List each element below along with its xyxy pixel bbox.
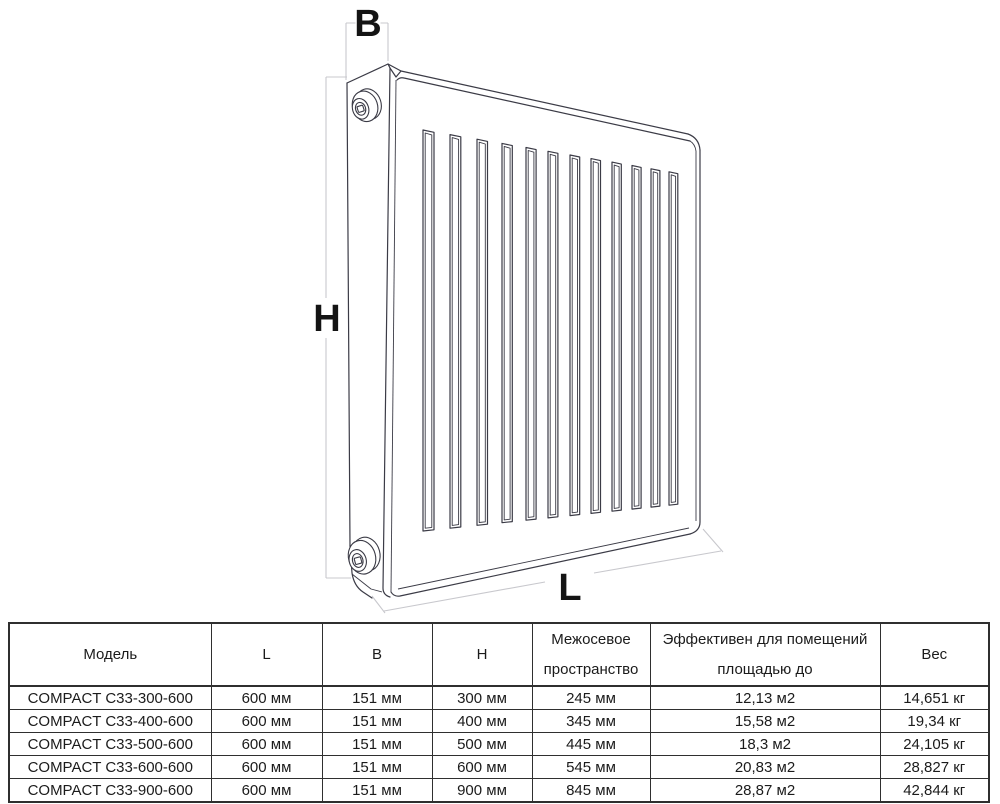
cell: 151 мм (322, 756, 432, 779)
cell: 151 мм (322, 779, 432, 803)
cell: 12,13 м2 (650, 686, 880, 710)
dimension-l (372, 529, 723, 613)
cell: 15,58 м2 (650, 710, 880, 733)
cell: 400 мм (432, 710, 532, 733)
header-cell-2: B (322, 623, 432, 686)
cell: COMPACT C33-900-600 (9, 779, 211, 803)
cell: COMPACT C33-600-600 (9, 756, 211, 779)
header-cell-3: H (432, 623, 532, 686)
cell: 345 мм (532, 710, 650, 733)
cell: 28,87 м2 (650, 779, 880, 803)
cell: 151 мм (322, 733, 432, 756)
table-row (9, 710, 989, 733)
cell: 845 мм (532, 779, 650, 803)
cell: COMPACT C33-500-600 (9, 733, 211, 756)
cell: 300 мм (432, 686, 532, 710)
radiator-slots (423, 130, 678, 531)
header-cell-6: Вес (880, 623, 989, 686)
cell: 42,844 кг (880, 779, 989, 803)
spec-table (8, 622, 990, 803)
table-row (9, 733, 989, 756)
cell: 600 мм (211, 686, 322, 710)
header-cell-0: Модель (9, 623, 211, 686)
cell: 900 мм (432, 779, 532, 803)
cell: 600 мм (211, 710, 322, 733)
dimension-label-b: B (354, 3, 382, 45)
dimension-h (313, 77, 351, 578)
cell: 245 мм (532, 686, 650, 710)
header-cell-5: Эффективен для помещений площадью до (650, 623, 880, 686)
cell: 600 мм (211, 756, 322, 779)
cell: 545 мм (532, 756, 650, 779)
header-cell-1: L (211, 623, 322, 686)
cell: 151 мм (322, 686, 432, 710)
cell: 600 мм (211, 779, 322, 803)
cell: 445 мм (532, 733, 650, 756)
table-row (9, 756, 989, 779)
cell: 600 мм (211, 733, 322, 756)
dimension-label-h: H (313, 298, 341, 340)
cell: 24,105 кг (880, 733, 989, 756)
table-header-row (9, 623, 989, 686)
radiator-body (344, 64, 700, 598)
cell: 600 мм (432, 756, 532, 779)
radiator-side-panel (347, 64, 401, 598)
cell: 18,3 м2 (650, 733, 880, 756)
header-cell-4: Межосевое пространство (532, 623, 650, 686)
table-row (9, 779, 989, 803)
dimension-b (346, 3, 388, 80)
cell: 500 мм (432, 733, 532, 756)
cell: 28,827 кг (880, 756, 989, 779)
dimension-label-l: L (558, 567, 582, 609)
table-row (9, 686, 989, 710)
cell: 19,34 кг (880, 710, 989, 733)
cell: 14,651 кг (880, 686, 989, 710)
cell: COMPACT C33-400-600 (9, 710, 211, 733)
cell: 151 мм (322, 710, 432, 733)
cell: COMPACT C33-300-600 (9, 686, 211, 710)
cell: 20,83 м2 (650, 756, 880, 779)
valve-fitting-top (348, 86, 386, 126)
